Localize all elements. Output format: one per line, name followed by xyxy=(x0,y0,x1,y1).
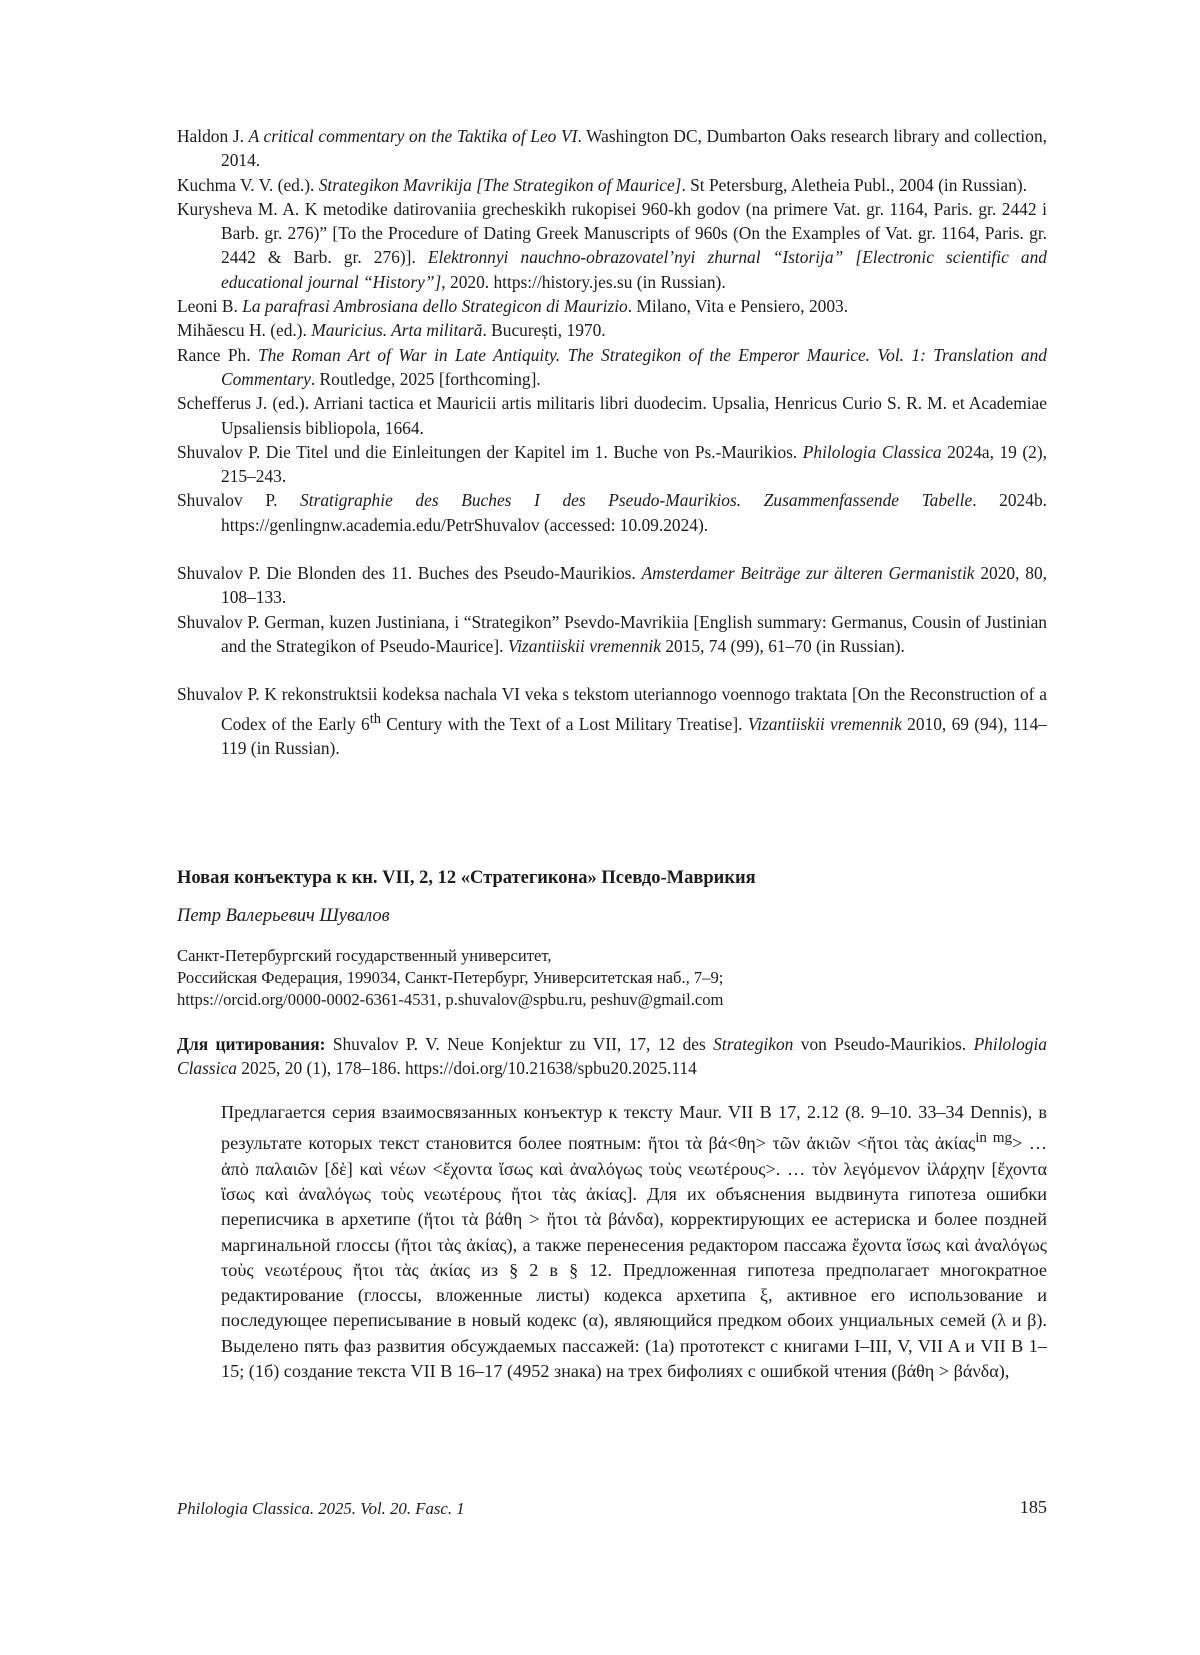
reference-item: Kurysheva M. A. K metodike datirovaniia grecheskikh rukopisei 960-kh godov (na primere Vat. gr. 1164, Paris. gr. 2442 i Barb. gr. 276)” [To the Procedure of Dating Greek Manuscripts of 960s (On the Examples of Vat. gr. 1164, Paris. gr. 2442 & Barb. gr. 276)]. Elektronnyi nauchno-obrazovatel’nyi zhurnal “Istorija” [Electronic scientific and educational journal “History”], 2020. https://history.jes.su (in Russian). xyxy=(177,198,1047,292)
affiliation-line: https://orcid.org/0000-0002-6361-4531, p.shuvalov@spbu.ru, peshuv@gmail.com xyxy=(177,990,724,1009)
reference-item: Haldon J. A critical commentary on the Taktika of Leo VI. Washington DC, Dumbarton Oaks research library and collection, 2014. xyxy=(177,126,1047,171)
reference-item: Shuvalov P. Die Titel und die Einleitungen der Kapitel im 1. Buche von Ps.-Maurikios. Philologia Classica 2024a, 19 (2), 215–243. xyxy=(177,441,1047,487)
article-title: Новая конъектура к кн. VII, 2, 12 «Стратегикона» Псевдо-Маврикия xyxy=(177,868,756,888)
reference-item: Leoni B. La parafrasi Ambrosiana dello Strategicon di Maurizio. Milano, Vita e Pensiero, 2003. xyxy=(177,296,849,317)
reference-item: Schefferus J. (ed.). Arriani tactica et Mauricii artis militaris libri duodecim. Upsalia, Henricus Curio S. R. M. et Academiae Upsaliensis bibliopola, 1664. xyxy=(177,393,1047,438)
reference-item: Rance Ph. The Roman Art of War in Late Antiquity. The Strategikon of the Emperor Maurice. Vol. 1: Translation and Commentary. Routledge, 2025 [forthcoming]. xyxy=(177,344,1047,389)
citation-block: Для цитирования: Shuvalov P. V. Neue Konjektur zu VII, 17, 12 des Strategikon von Pseudo-Maurikios. Philologia Classica 2025, 20 (1), 178–186. https://doi.org/10.21638/spbu20.2025.114 xyxy=(177,1034,1047,1079)
affiliation-line: Российская Федерация, 199034, Санкт-Петербург, Университетская наб., 7–9; xyxy=(177,968,724,987)
reference-item: Shuvalov P. Die Blonden des 11. Buches des Pseudo-Maurikios. Amsterdamer Beiträge zur älteren Germanistik 2020, 80, 108–133. xyxy=(177,563,1047,608)
reference-item: Mihăescu H. (ed.). Mauricius. Arta militară. București, 1970. xyxy=(177,320,606,341)
references-list xyxy=(177,124,1047,760)
affiliation-line: Санкт-Петербургский государственный университет, xyxy=(177,946,552,965)
journal-footer: Philologia Classica. 2025. Vol. 20. Fasc. 1 xyxy=(177,1499,465,1518)
reference-item: Shuvalov P. German, kuzen Justiniana, i “Strategikon” Psevdo-Mavrikiia [English summary: Germanus, Cousin of Justinian and the Strategikon of Pseudo-Maurice]. Vizantiiskii vremennik 2015, 74 (99), 61–70 (in Russian). xyxy=(177,611,1047,656)
abstract: Предлагается серия взаимосвязанных конъектур к тексту Maur. VII B 17, 2.12 (8. 9–10. 33–34 Dennis), в результате которых текст становится более поятным: ἤτοι τὰ βά<θη> τῶν ἀκιῶν <ἤτοι τὰς ἀκίας$^{in mg}$> … ἀπὸ παλαιῶν [δὲ] καὶ νέων <ἔχοντα ἴσως καὶ ἀναλόγως τοὺς νεωτέρους>. … τὸν λεγόμενον ἰλάρχην [ἔχοντα ἴσως καὶ ἀναλόγως τοὺς νεωτέρους ἤτοι τὰς ἀκίας]. Для их объяснения выдвинута гипотеза ошибки переписчика в архетипе (ἤτοι τὰ βάθη > ἤτοι τὰ βάνδα), корректирующих ее астериска и более поздней маргинальной глоссы (ἤτοι τὰς ἀκίας), а также перенесения редактором пассажа ἔχοντα ἴσως καὶ ἀναλόγως τοὺς νεωτέρους ἤτοι τὰς ἀκίας из § 2 в § 12. Предложенная гипотеза предполагает многократное редактирование (глоссы, вложенные листы) кодекса архетипа ξ, активное его использование и последующее переписывание в новый кодекс (α), являющийся предком обоих унциальных семей (λ и β). Выделено пять фаз развития обсуждаемых пассажей: (1а) прототекст с книгами I–III, V, VII A и VII B 1–15; (1б) создание текста VII B 16–17 (4952 знака) на трех бифолиях с ошибкой чтения (βάθη > βάνδα), xyxy=(221,1102,1048,1382)
citation-label: Для цитирования: xyxy=(177,1034,326,1054)
reference-item: Shuvalov P. Stratigraphie des Buches I des Pseudo-Maurikios. Zusammenfassende Tabelle. 2024b. https://genlingnw.academia.edu/PetrShuvalov (accessed: 10.09.2024). xyxy=(177,490,1047,535)
reference-item: Kuchma V. V. (ed.). Strategikon Mavrikija [The Strategikon of Maurice]. St Petersburg, Aletheia Publ., 2004 (in Russian). xyxy=(177,174,1027,195)
article-author: Петр Валерьевич Шувалов xyxy=(177,906,390,926)
author-affiliation xyxy=(177,945,1047,1011)
page-number: 185 xyxy=(1019,1497,1047,1517)
reference-item: Shuvalov P. K rekonstruktsii kodeksa nachala VI veka s tekstom uteriannogo voennogo traktata [On the Reconstruction of a Codex of the Early 6th Century with the Text of a Lost Military Treatise]. Vizantiiskii vremennik 2010, 69 (94), 114–119 (in Russian). xyxy=(177,684,1048,758)
